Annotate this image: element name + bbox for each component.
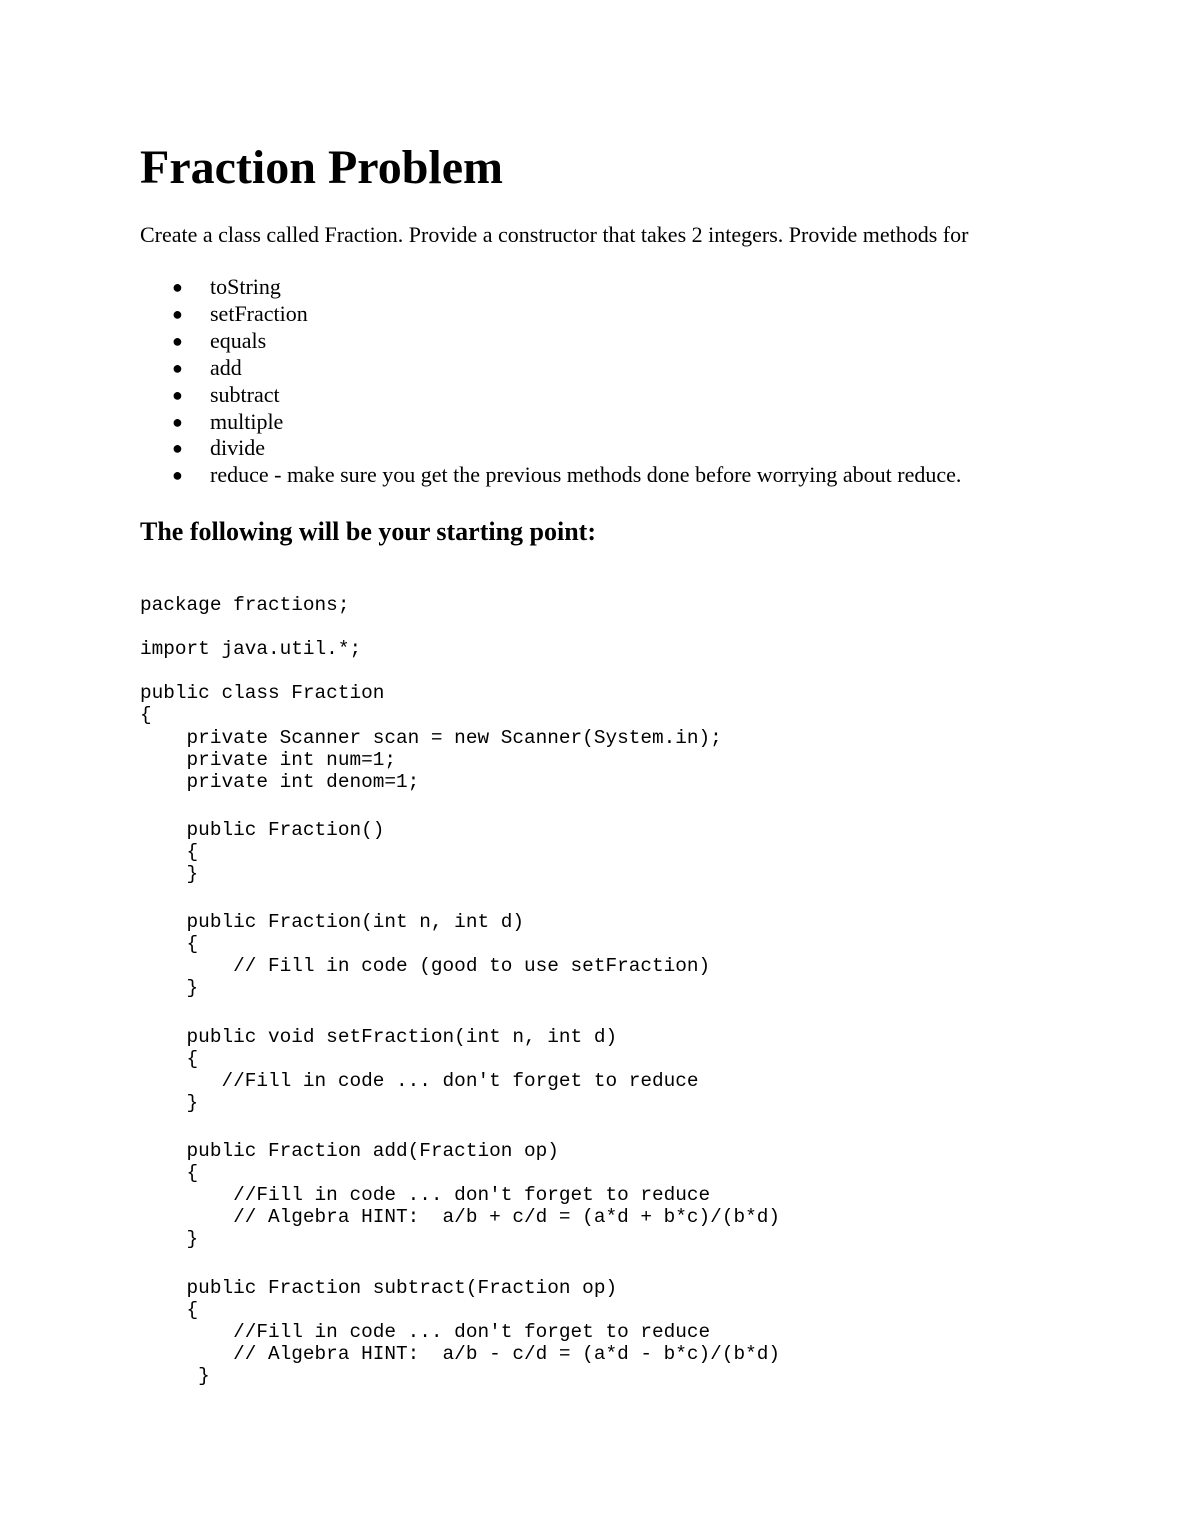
code-line: private int num=1; xyxy=(140,749,396,771)
bullet-icon: ● xyxy=(172,411,183,432)
list-item xyxy=(140,435,961,462)
list-item-label: subtract xyxy=(210,381,280,407)
code-line: //Fill in code ... don't forget to reduce xyxy=(140,1184,711,1206)
bullet-icon: ● xyxy=(172,438,183,459)
code-line: { xyxy=(140,933,199,955)
code-line: public class Fraction xyxy=(140,682,385,704)
code-line: // Algebra HINT: a/b - c/d = (a*d - b*c)/(b*d) xyxy=(140,1343,780,1365)
bullet-icon: ● xyxy=(172,303,183,324)
list-item xyxy=(140,301,961,328)
code-line: } xyxy=(140,1092,199,1114)
code-line: public Fraction add(Fraction op) xyxy=(140,1140,559,1162)
list-item xyxy=(140,328,961,355)
code-line: public Fraction(int n, int d) xyxy=(140,911,524,933)
intro-paragraph: Create a class called Fraction. Provide a constructor that takes 2 integers. Provide methods for xyxy=(140,222,969,247)
page-title: Fraction Problem xyxy=(140,141,504,194)
list-item xyxy=(140,409,961,436)
list-item-label: add xyxy=(210,354,242,380)
list-item-label: multiple xyxy=(210,408,284,434)
code-line: public Fraction subtract(Fraction op) xyxy=(140,1277,618,1299)
code-line: } xyxy=(140,1228,199,1250)
code-line: package fractions; xyxy=(140,594,350,616)
code-line: public Fraction() xyxy=(140,819,385,841)
bullet-icon: ● xyxy=(172,357,183,378)
code-line: } xyxy=(140,1365,210,1387)
code-line: { xyxy=(140,704,152,726)
code-line: } xyxy=(140,863,199,885)
code-line: //Fill in code ... don't forget to reduce xyxy=(140,1070,699,1092)
code-line: // Algebra HINT: a/b + c/d = (a*d + b*c)/(b*d) xyxy=(140,1206,780,1228)
code-line: public void setFraction(int n, int d) xyxy=(140,1026,618,1048)
list-item-label: equals xyxy=(210,327,267,353)
bullet-icon: ● xyxy=(172,277,183,297)
bullet-icon: ● xyxy=(172,330,183,351)
list-item-label: toString xyxy=(210,274,281,299)
code-line: private Scanner scan = new Scanner(System.in); xyxy=(140,727,722,749)
list-item xyxy=(140,274,961,301)
code-line: { xyxy=(140,1048,199,1070)
list-item-label: setFraction xyxy=(210,300,308,326)
code-line: //Fill in code ... don't forget to reduce xyxy=(140,1321,711,1343)
list-item xyxy=(140,355,961,382)
list-item xyxy=(140,382,961,409)
code-line: import java.util.*; xyxy=(140,638,362,660)
code-line: // Fill in code (good to use setFraction) xyxy=(140,955,711,977)
code-line: } xyxy=(140,977,199,999)
code-line: { xyxy=(140,1162,199,1184)
methods-list xyxy=(140,274,961,489)
code-line: { xyxy=(140,841,199,863)
code-line: private int denom=1; xyxy=(140,771,420,793)
bullet-icon: ● xyxy=(172,384,183,405)
section-heading: The following will be your starting point: xyxy=(140,517,597,546)
list-item-label: divide xyxy=(210,435,265,461)
list-item-label: reduce - make sure you get the previous methods done before worrying about reduce. xyxy=(210,462,962,488)
code-line: { xyxy=(140,1299,199,1321)
list-item xyxy=(140,462,961,489)
bullet-icon: ● xyxy=(172,465,183,486)
